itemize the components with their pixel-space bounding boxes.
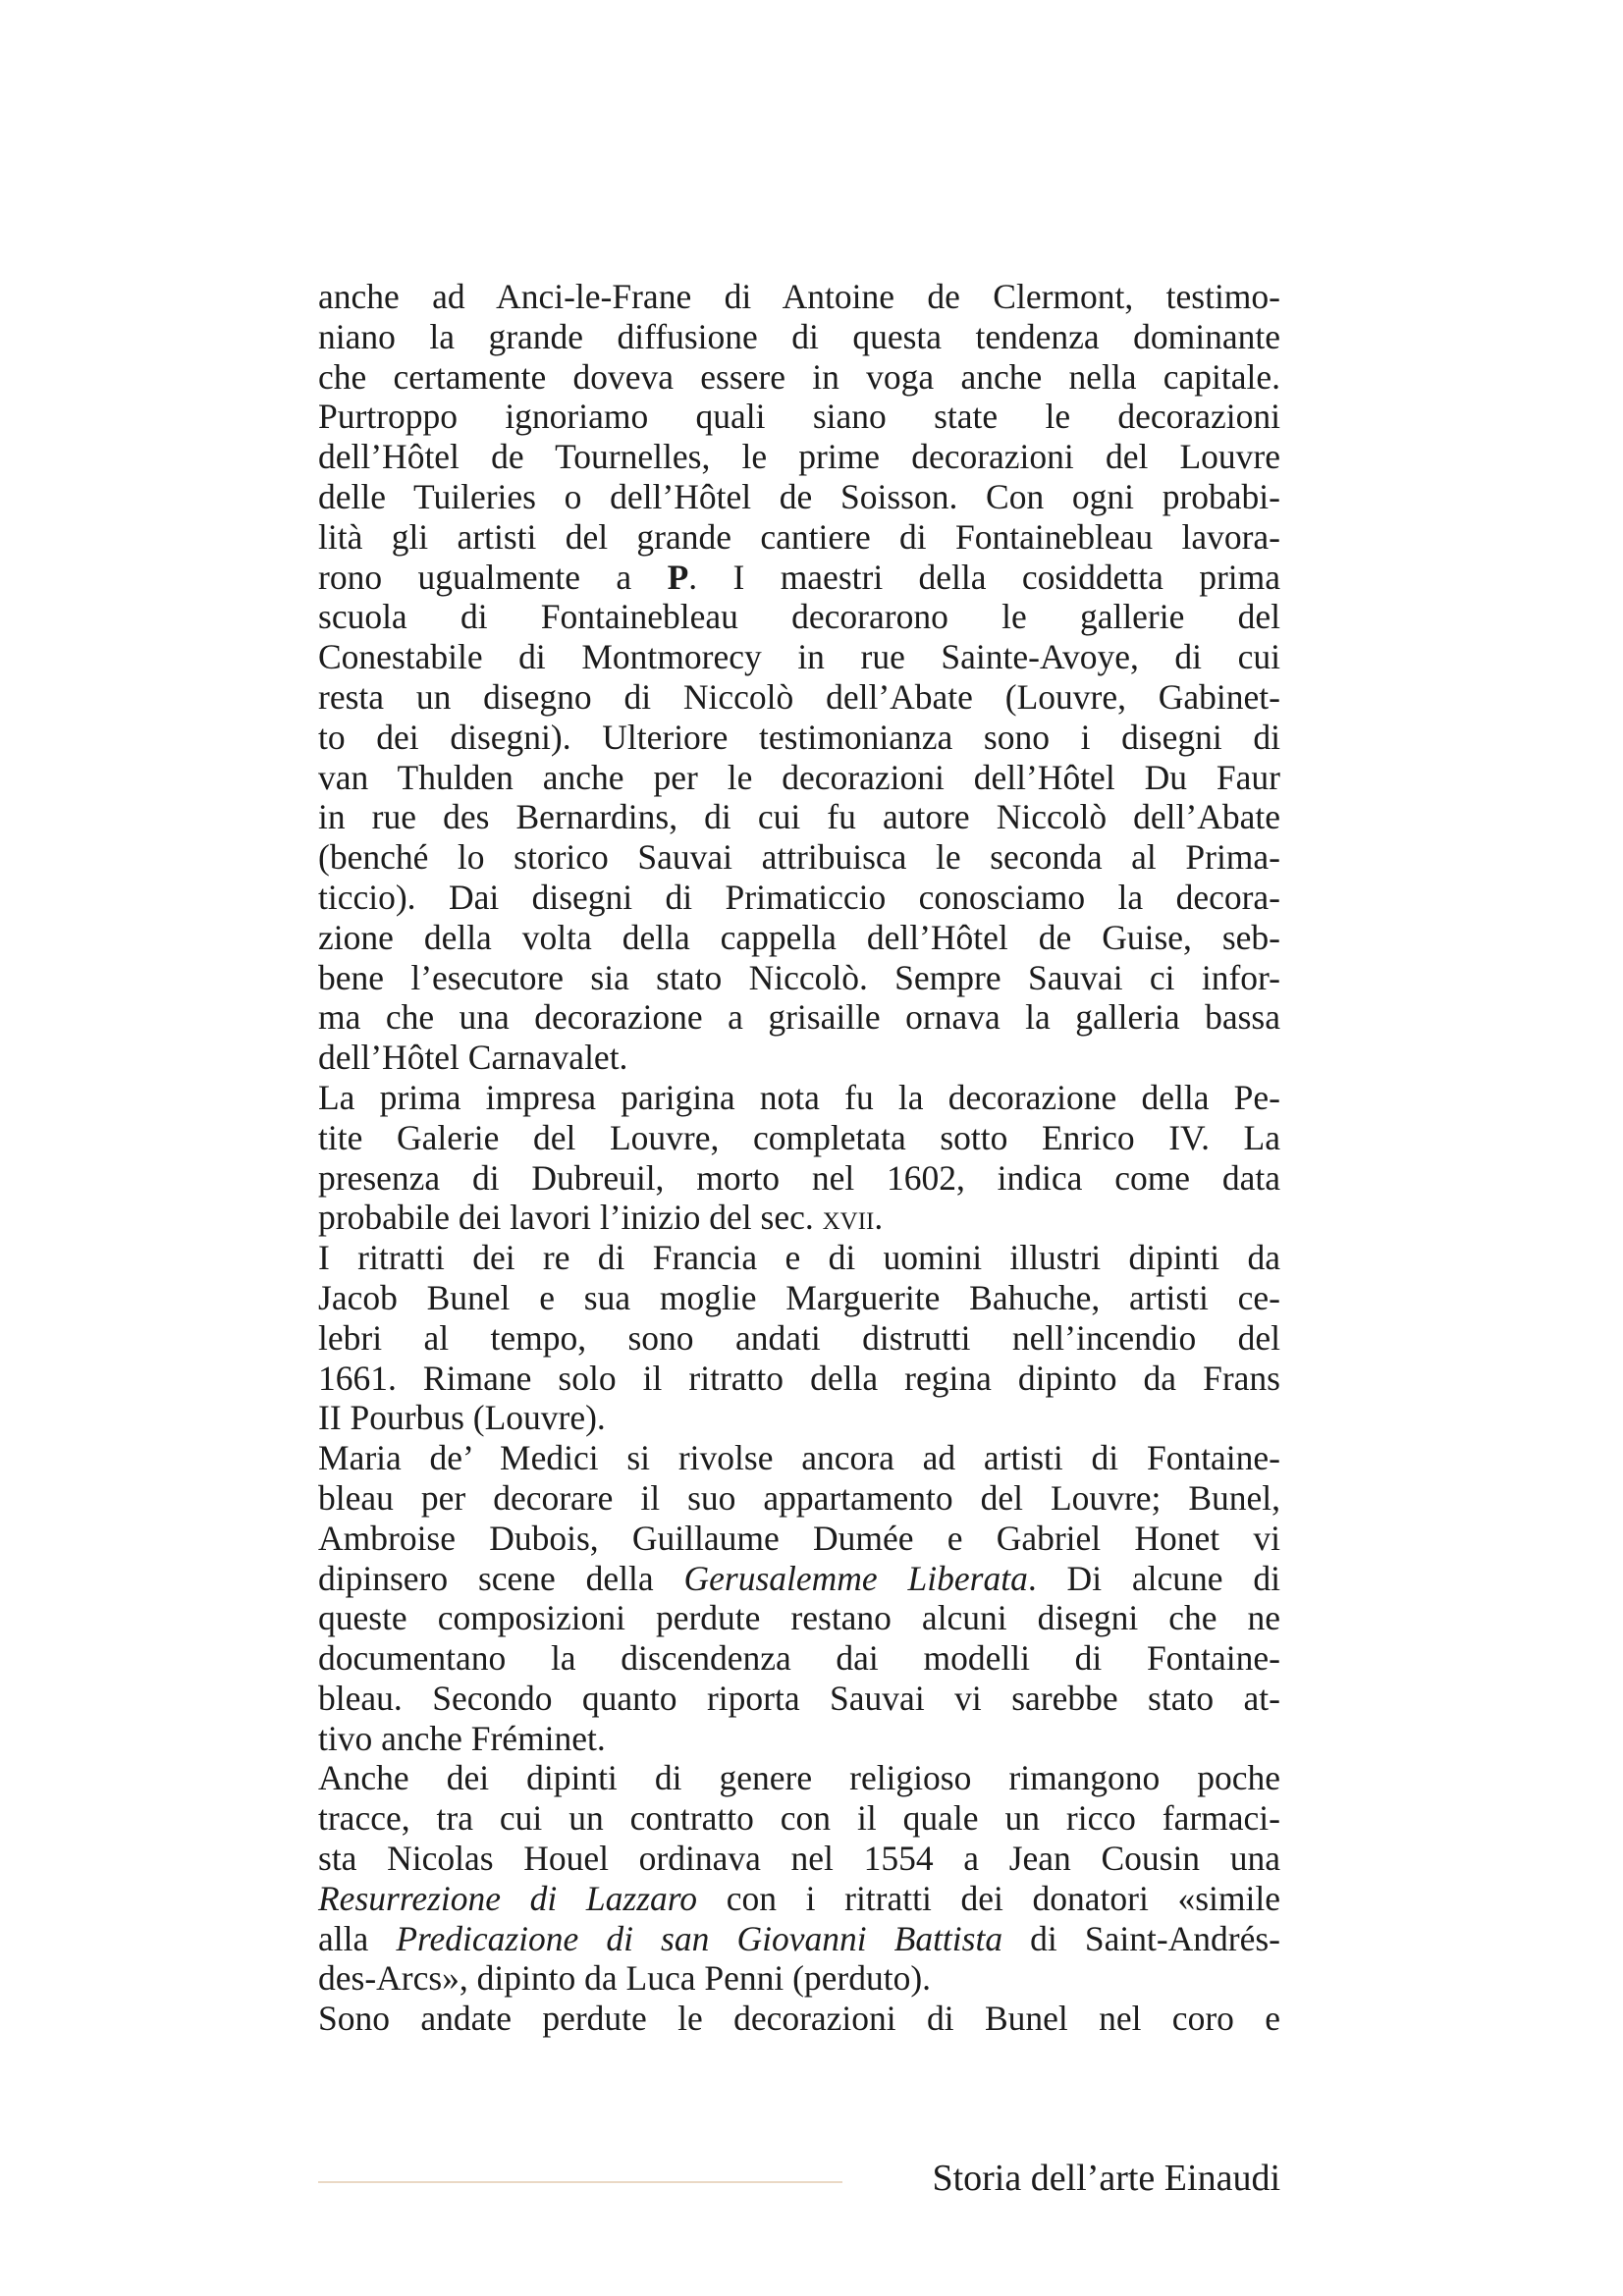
text-segment: con i ritratti dei donatori «simile bbox=[697, 1878, 1280, 1918]
text-segment: in rue des Bernardins, di cui fu autore Niccolò dell’Abate bbox=[318, 797, 1280, 837]
text-segment: ma che una decorazione a grisaille ornava la galleria bassa bbox=[318, 997, 1280, 1038]
text-line bbox=[318, 1158, 1280, 1199]
text-line bbox=[318, 1078, 1280, 1118]
text-line bbox=[318, 997, 1280, 1038]
text-segment: dell’Hôtel Carnavalet. bbox=[318, 1038, 628, 1078]
text-line bbox=[318, 637, 1280, 677]
text-line bbox=[318, 677, 1280, 718]
text-line bbox=[318, 1278, 1280, 1318]
text-segment: che certamente doveva essere in voga anche nella capitale. bbox=[318, 356, 1280, 397]
text-segment: dipinsero scene della bbox=[318, 1558, 684, 1598]
text-segment: bleau. Secondo quanto riporta Sauvai vi sarebbe stato at- bbox=[318, 1678, 1280, 1718]
text-line bbox=[318, 1719, 1280, 1759]
text-segment: lebri al tempo, sono andati distrutti nell’incendio del bbox=[318, 1317, 1280, 1358]
text-segment: anche ad Anci-le-Frane di Antoine de Clermont, testimo- bbox=[318, 277, 1280, 316]
text-line bbox=[318, 1758, 1280, 1798]
text-line bbox=[318, 1958, 1280, 1999]
text-segment: to dei disegni). Ulteriore testimonianza sono i disegni di bbox=[318, 717, 1280, 757]
text-line bbox=[318, 437, 1280, 477]
page-footer bbox=[318, 2156, 1280, 2201]
text-segment: documentano la discendenza dai modelli di Fontaine- bbox=[318, 1638, 1280, 1679]
text-line bbox=[318, 1879, 1280, 1919]
text-segment: di Saint-Andrés- bbox=[1002, 1918, 1280, 1958]
text-segment: dell’Hôtel de Tournelles, le prime decorazioni del Louvre bbox=[318, 437, 1280, 477]
text-segment: queste composizioni perdute restano alcuni disegni che ne bbox=[318, 1598, 1280, 1638]
text-segment: Resurrezione di Lazzaro bbox=[318, 1878, 698, 1918]
text-line bbox=[318, 1919, 1280, 1959]
text-segment: des-Arcs», dipinto da Luca Penni (perduto). bbox=[318, 1958, 932, 1999]
text-line bbox=[318, 1999, 1280, 2039]
text-segment: tivo anche Fréminet. bbox=[318, 1718, 606, 1758]
text-segment: bene l’esecutore sia stato Niccolò. Sempre Sauvai ci infor- bbox=[318, 957, 1280, 997]
text-segment: lità gli artisti del grande cantiere di Fontainebleau lavora- bbox=[318, 516, 1280, 557]
text-segment: scuola di Fontainebleau decorarono le gallerie del bbox=[318, 597, 1280, 637]
text-line bbox=[318, 597, 1280, 637]
text-segment: (benché lo storico Sauvai attribuisca le seconda al Prima- bbox=[318, 837, 1280, 878]
footer-title: Storia dell’arte Einaudi bbox=[932, 2158, 1280, 2199]
text-line bbox=[318, 1318, 1280, 1359]
body-text bbox=[318, 277, 1280, 2039]
text-segment: Purtroppo ignoriamo quali siano state le decorazioni bbox=[318, 397, 1280, 437]
text-segment: Ambroise Dubois, Guillaume Dumée e Gabriel Honet vi bbox=[318, 1518, 1280, 1558]
text-segment: bleau per decorare il suo appartamento del Louvre; Bunel, bbox=[318, 1477, 1280, 1518]
text-line bbox=[318, 1519, 1280, 1559]
text-line bbox=[318, 758, 1280, 798]
text-line bbox=[318, 878, 1280, 918]
text-line bbox=[318, 397, 1280, 437]
text-segment: rono ugualmente a bbox=[318, 557, 668, 597]
text-line bbox=[318, 1118, 1280, 1158]
text-line bbox=[318, 1198, 1280, 1238]
text-segment: . Di alcune di bbox=[1027, 1558, 1281, 1598]
text-line bbox=[318, 1798, 1280, 1839]
text-line bbox=[318, 958, 1280, 998]
text-line bbox=[318, 797, 1280, 837]
text-line bbox=[318, 1598, 1280, 1638]
text-segment: Conestabile di Montmorecy in rue Sainte-Avoye, di cui bbox=[318, 637, 1280, 677]
text-segment: delle Tuileries o dell’Hôtel de Soisson. Con ogni probabi- bbox=[318, 476, 1280, 516]
text-line bbox=[318, 1359, 1280, 1399]
text-line bbox=[318, 477, 1280, 517]
text-segment: Maria de’ Medici si rivolse ancora ad artisti di Fontaine- bbox=[318, 1438, 1280, 1478]
text-segment: presenza di Dubreuil, morto nel 1602, indica come data bbox=[318, 1157, 1280, 1198]
text-line bbox=[318, 1638, 1280, 1679]
text-segment: I ritratti dei re di Francia e di uomini illustri dipinti da bbox=[318, 1238, 1280, 1278]
text-segment: sta Nicolas Houel ordinava nel 1554 a Jean Cousin una bbox=[318, 1839, 1280, 1879]
text-segment: van Thulden anche per le decorazioni dell’Hôtel Du Faur bbox=[318, 757, 1280, 797]
text-line bbox=[318, 1038, 1280, 1078]
text-line bbox=[318, 277, 1280, 317]
text-segment: tite Galerie del Louvre, completata sotto Enrico IV. La bbox=[318, 1117, 1280, 1157]
text-segment: Gerusalemme Liberata bbox=[683, 1558, 1028, 1598]
text-line bbox=[318, 517, 1280, 558]
text-segment: 1661. Rimane solo il ritratto della regina dipinto da Frans bbox=[318, 1358, 1280, 1398]
text-line bbox=[318, 357, 1280, 398]
text-line bbox=[318, 918, 1280, 958]
text-line bbox=[318, 1238, 1280, 1278]
text-segment: . bbox=[874, 1198, 884, 1238]
text-line bbox=[318, 718, 1280, 758]
text-line bbox=[318, 1478, 1280, 1519]
text-segment: zione della volta della cappella dell’Hôtel de Guise, seb- bbox=[318, 917, 1280, 957]
text-segment: Jacob Bunel e sua moglie Marguerite Bahuche, artisti ce- bbox=[318, 1277, 1280, 1317]
text-segment: ticcio). Dai disegni di Primaticcio conosciamo la decora- bbox=[318, 877, 1280, 917]
text-line bbox=[318, 1559, 1280, 1599]
text-segment: xvii bbox=[822, 1198, 875, 1238]
text-segment: alla bbox=[318, 1918, 397, 1958]
text-segment: Sono andate perdute le decorazioni di Bunel nel coro e bbox=[318, 1999, 1280, 2039]
text-line bbox=[318, 1438, 1280, 1478]
text-line bbox=[318, 1839, 1280, 1879]
text-segment: Predicazione di san Giovanni Battista bbox=[396, 1918, 1003, 1958]
text-segment: La prima impresa parigina nota fu la decorazione della Pe- bbox=[318, 1077, 1280, 1117]
text-segment: P bbox=[667, 557, 689, 597]
text-segment: tracce, tra cui un contratto con il quale un ricco farmaci- bbox=[318, 1798, 1280, 1839]
footer-rule bbox=[318, 2181, 842, 2183]
text-segment: . I maestri della cosiddetta prima bbox=[688, 557, 1281, 597]
text-line bbox=[318, 837, 1280, 878]
text-segment: Anche dei dipinti di genere religioso rimangono poche bbox=[318, 1758, 1280, 1798]
text-segment: niano la grande diffusione di questa tendenza dominante bbox=[318, 316, 1280, 356]
text-segment: resta un disegno di Niccolò dell’Abate (Louvre, Gabinet- bbox=[318, 676, 1280, 717]
text-segment: probabile dei lavori l’inizio del sec. bbox=[318, 1198, 823, 1238]
text-line bbox=[318, 558, 1280, 598]
text-line bbox=[318, 317, 1280, 357]
text-line bbox=[318, 1398, 1280, 1438]
text-line bbox=[318, 1679, 1280, 1719]
text-segment: II Pourbus (Louvre). bbox=[318, 1398, 606, 1438]
